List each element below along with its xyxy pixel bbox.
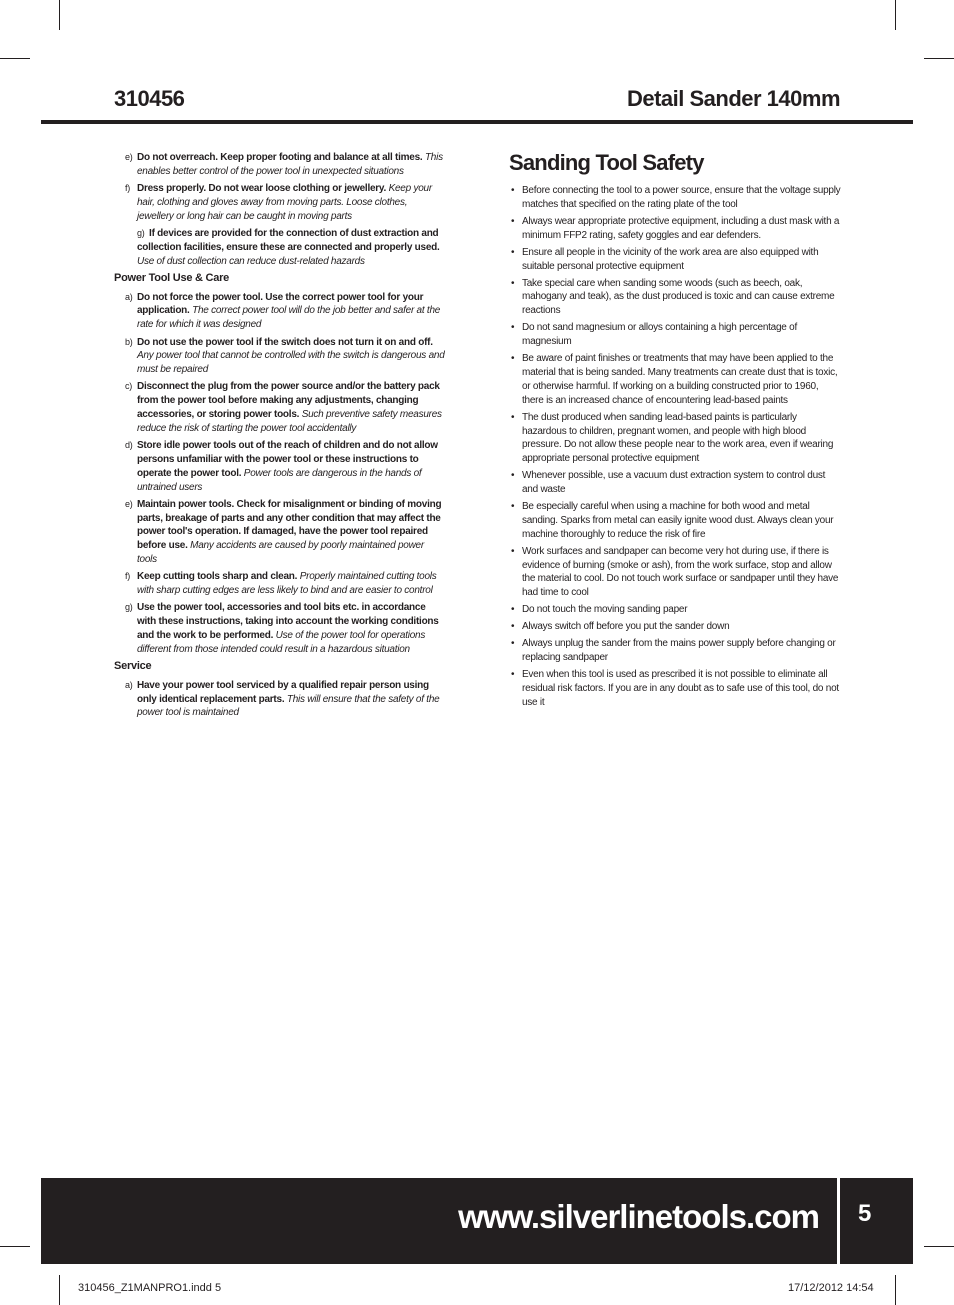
list-item: c) Disconnect the plug from the power source and/or the battery pack from the power tool before making any adjustments, changing accessories, or storing power tools. Such preventive safety measures reduce the risk of starting the power tool accidentally bbox=[125, 381, 442, 434]
left-column bbox=[114, 151, 446, 724]
list-item: b) Do not use the power tool if the switch does not turn it on and off. Any power tool that cannot be controlled with the switch is dangerous and must be repaired bbox=[125, 336, 445, 376]
bullet-item: • Be especially careful when using a machine for both wood and metal sanding. Sparks from metal can easily ignite wood dust. Always clean your machine thoroughly to reduce the risk of fire bbox=[511, 501, 834, 540]
list-item: g) If devices are provided for the connection of dust extraction and collection facilities, ensure these are connected and properly used. Use of dust collection can reduce dust-related hazards bbox=[137, 227, 440, 267]
bullet-icon: • bbox=[511, 322, 515, 334]
header-rule bbox=[41, 120, 913, 124]
website-link[interactable]: www.silverlinetools.com bbox=[458, 1198, 819, 1235]
crop-mark bbox=[895, 1275, 896, 1305]
slug-date: 17/12/2012 14:54 bbox=[788, 1282, 874, 1294]
list-item: a) Do not force the power tool. Use the correct power tool for your application. The correct power tool will do the job better and safer at the rate for which it was designed bbox=[125, 291, 441, 331]
bullet-icon: • bbox=[511, 669, 515, 681]
bullet-item: • Always switch off before you put the sander down bbox=[511, 621, 730, 633]
bullet-icon: • bbox=[511, 246, 515, 258]
crop-mark bbox=[59, 0, 60, 30]
bullet-item: • Even when this tool is used as prescribed it is not possible to eliminate all residual risk factors. If you are in any doubt as to safe use of this tool, do not use it bbox=[511, 669, 839, 708]
bullet-item: • Before connecting the tool to a power source, ensure that the voltage supply matches that specified on the rating plate of the tool bbox=[511, 185, 841, 210]
section-title: Sanding Tool Safety bbox=[509, 150, 704, 175]
bullet-item: • Take special care when sanding some woods (such as beech, oak, mahogany and teak), as the dust produced is toxic and can cause extreme reactions bbox=[511, 277, 835, 317]
bullet-item: • Always wear appropriate protective equipment, including a dust mask with a minimum FFP2 rating, safety goggles and ear defenders. bbox=[511, 215, 840, 241]
bullet-icon: • bbox=[511, 185, 515, 196]
crop-mark bbox=[0, 58, 30, 59]
bullet-icon: • bbox=[511, 215, 515, 227]
footer-divider bbox=[837, 1178, 840, 1264]
crop-mark bbox=[924, 58, 954, 59]
list-item: f) Dress properly. Do not wear loose clothing or jewellery. Keep your hair, clothing and gloves away from moving parts. Loose clothes, jewellery or long hair can be caught in moving parts bbox=[125, 183, 432, 222]
bullet-item: • Whenever possible, use a vacuum dust extraction system to control dust and waste bbox=[511, 470, 826, 496]
bullet-icon: • bbox=[511, 604, 515, 616]
list-item: f) Keep cutting tools sharp and clean. Properly maintained cutting tools with sharp cutting edges are less likely to bind and are easier to control bbox=[125, 571, 437, 597]
bullet-icon: • bbox=[511, 638, 515, 650]
bullet-item: • Work surfaces and sandpaper can become very hot during use, if there is evidence of burning (smoke or ash), from the work surface, stop and allow the material to cool. Do not touch work surface or sandpaper until they have had time to cool bbox=[511, 545, 839, 599]
bullet-icon: • bbox=[511, 470, 515, 482]
bullet-item: • Be aware of paint finishes or treatments that may have been applied to the material that is being sanded. Many treatments can create dust that is toxic, or otherwise harmful. If working on a building constructed prior to 1960, there is an increased chance of encountering lead-based paints bbox=[511, 353, 838, 406]
right-column bbox=[509, 150, 841, 713]
list-item: g) Use the power tool, accessories and tool bits etc. in accordance with these instructions, taking into account the working conditions and the work to be performed. Use of the power tool for operations different from those intended could result in a hazardous situation bbox=[125, 602, 439, 655]
bullet-item: • Do not touch the moving sanding paper bbox=[511, 604, 688, 616]
crop-mark bbox=[924, 1246, 954, 1247]
bullet-item: • Always unplug the sander from the mains power supply before changing or replacing sandpaper bbox=[511, 638, 836, 664]
bullet-icon: • bbox=[511, 353, 515, 365]
crop-mark bbox=[0, 1246, 30, 1247]
product-code: 310456 bbox=[114, 86, 185, 111]
list-item: d) Store idle power tools out of the reach of children and do not allow persons unfamiliar with the power tool or these instructions to operate the power tool. Power tools are dangerous in the hands of untrained users bbox=[125, 440, 438, 493]
crop-mark bbox=[59, 1275, 60, 1305]
bullet-icon: • bbox=[511, 621, 515, 633]
section-heading: Power Tool Use & Care bbox=[114, 271, 229, 284]
slug-filename: 310456_Z1MANPRO1.indd 5 bbox=[78, 1282, 222, 1294]
list-item: e) Do not overreach. Keep proper footing and balance at all times. This enables better control of the power tool in unexpected situations bbox=[125, 152, 443, 177]
section-heading: Service bbox=[114, 660, 152, 673]
product-title: Detail Sander 140mm bbox=[626, 86, 840, 111]
footer-bar bbox=[41, 1178, 913, 1264]
list-item: e) Maintain power tools. Check for misalignment or binding of moving parts, breakage of parts and any other condition that may affect the power tool's operation. If damaged, have the power tool repaired before use. Many accidents are caused by poorly maintained power tools bbox=[125, 498, 442, 566]
list-item: a) Have your power tool serviced by a qualified repair person using only identical replacement parts. This will ensure that the safety of the power tool is maintained bbox=[125, 679, 440, 719]
bullet-item: • Do not sand magnesium or alloys containing a high percentage of magnesium bbox=[511, 322, 797, 348]
bullet-item: • Ensure all people in the vicinity of the work area are also equipped with suitable personal protective equipment bbox=[511, 246, 819, 272]
page-number: 5 bbox=[858, 1200, 872, 1227]
bullet-icon: • bbox=[511, 501, 515, 513]
bullet-icon: • bbox=[511, 277, 515, 289]
crop-mark bbox=[895, 0, 896, 30]
bullet-item: • The dust produced when sanding lead-based paints is particularly hazardous to children, pregnant women, and people with high blood pressure. Do not allow these people near to the work area, even if wearing appropriate personal protective equipment bbox=[511, 411, 834, 465]
bullet-icon: • bbox=[511, 411, 515, 423]
bullet-icon: • bbox=[511, 545, 515, 557]
